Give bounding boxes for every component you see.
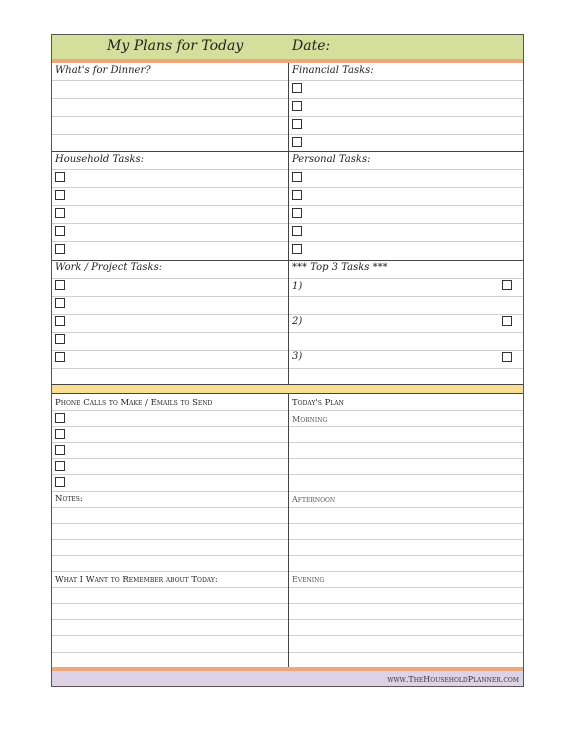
household-task-checkbox[interactable] — [55, 244, 65, 254]
financial-task-checkbox[interactable] — [292, 83, 302, 93]
section-todays-plan: Today's Plan — [292, 398, 344, 408]
household-task-checkbox[interactable] — [55, 208, 65, 218]
section-dinner: What's for Dinner? — [55, 65, 151, 76]
date-label: Date: — [292, 38, 331, 54]
financial-task-checkbox[interactable] — [292, 101, 302, 111]
phone-email-checkbox[interactable] — [55, 445, 65, 455]
personal-task-checkbox[interactable] — [292, 190, 302, 200]
top3-task-checkbox[interactable] — [502, 352, 512, 362]
personal-task-checkbox[interactable] — [292, 244, 302, 254]
planner-page — [51, 34, 524, 687]
section-top3: *** Top 3 Tasks *** — [292, 262, 388, 273]
column-divider-bottom — [288, 393, 289, 667]
section-phone-emails: Phone Calls to Make / Emails to Send — [55, 398, 213, 408]
financial-task-checkbox[interactable] — [292, 137, 302, 147]
page-title: My Plans for Today — [107, 38, 244, 54]
phone-email-checkbox[interactable] — [55, 413, 65, 423]
phone-email-checkbox[interactable] — [55, 477, 65, 487]
work-task-checkbox[interactable] — [55, 280, 65, 290]
top3-number-3: 3) — [292, 351, 303, 362]
work-task-checkbox[interactable] — [55, 334, 65, 344]
section-work: Work / Project Tasks: — [55, 262, 163, 273]
middle-accent-bar — [52, 385, 523, 393]
top3-number-2: 2) — [292, 316, 303, 327]
household-task-checkbox[interactable] — [55, 226, 65, 236]
plan-morning-label: Morning — [292, 415, 328, 424]
personal-task-checkbox[interactable] — [292, 208, 302, 218]
section-remember: What I Want to Remember about Today: — [55, 575, 218, 585]
plan-afternoon-label: Afternoon — [292, 495, 336, 504]
column-divider-top — [288, 63, 289, 385]
section-household: Household Tasks: — [55, 154, 145, 165]
household-task-checkbox[interactable] — [55, 190, 65, 200]
top3-task-checkbox[interactable] — [502, 280, 512, 290]
work-task-checkbox[interactable] — [55, 298, 65, 308]
top3-number-1: 1) — [292, 281, 303, 292]
section-notes: Notes: — [55, 494, 83, 504]
financial-task-checkbox[interactable] — [292, 119, 302, 129]
phone-email-checkbox[interactable] — [55, 429, 65, 439]
section-financial: Financial Tasks: — [292, 65, 374, 76]
personal-task-checkbox[interactable] — [292, 226, 302, 236]
phone-email-checkbox[interactable] — [55, 461, 65, 471]
footer-url: www.TheHouseholdPlanner.com — [387, 675, 519, 684]
personal-task-checkbox[interactable] — [292, 172, 302, 182]
section-personal: Personal Tasks: — [292, 154, 371, 165]
work-task-checkbox[interactable] — [55, 316, 65, 326]
top3-task-checkbox[interactable] — [502, 316, 512, 326]
work-task-checkbox[interactable] — [55, 352, 65, 362]
plan-evening-label: Evening — [292, 575, 325, 584]
household-task-checkbox[interactable] — [55, 172, 65, 182]
